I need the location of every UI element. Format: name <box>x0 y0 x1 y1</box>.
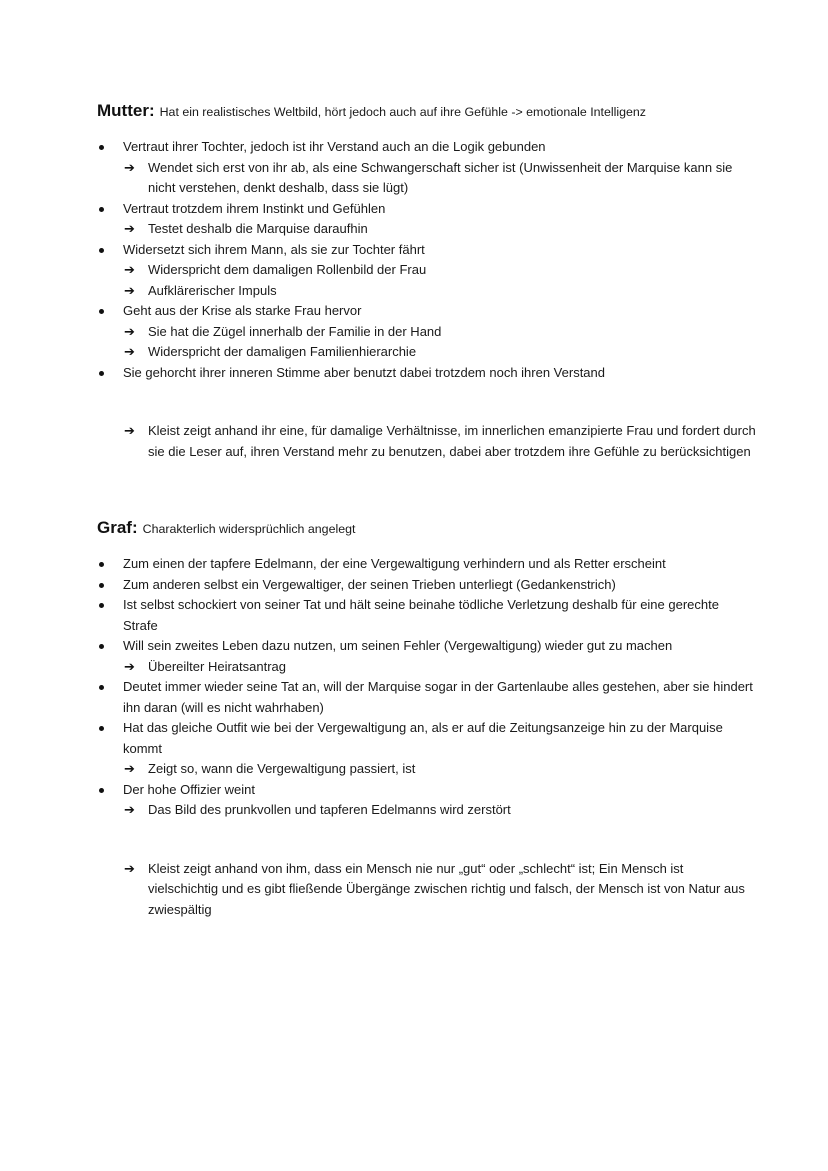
arrow-right-icon: ➔ <box>124 423 135 438</box>
arrow-item <box>97 158 757 199</box>
bullet-text: Sie gehorcht ihrer inneren Stimme aber benutzt dabei trotzdem noch ihren Verstand <box>123 364 605 380</box>
bullet-dot-icon <box>99 644 104 649</box>
conclusion-text: Kleist zeigt anhand von ihm, dass ein Mensch nie nur „gut“ oder „schlecht“ ist; Ein Mensch ist vielschichtig und es gibt fließende Übergänge zwischen richtig und falsch, der Mensch ist von Natur aus zwiespältig <box>148 860 745 917</box>
bullet-item <box>97 199 757 220</box>
arrow-right-icon: ➔ <box>124 221 135 236</box>
section-graf <box>97 518 757 920</box>
bullet-item <box>97 575 757 596</box>
arrow-item <box>97 342 757 363</box>
bullet-text: Deutet immer wieder seine Tat an, will der Marquise sogar in der Gartenlaube alles gestehen, aber sie hindert ihn daran (will es nicht wahrhaben) <box>123 679 753 715</box>
bullet-text: Zum anderen selbst ein Vergewaltiger, der seinen Trieben unterliegt (Gedankenstrich) <box>123 576 616 592</box>
bullet-text: Hat das gleiche Outfit wie bei der Vergewaltigung an, als er auf die Zeitungsanzeige hin zu der Marquise kommt <box>123 720 723 756</box>
bullet-item <box>97 780 757 801</box>
arrow-item <box>97 260 757 281</box>
conclusion-item <box>97 421 757 462</box>
section-title: Mutter: <box>97 101 155 120</box>
section-title: Graf: <box>97 518 138 537</box>
arrow-item <box>97 759 757 780</box>
arrow-item <box>97 322 757 343</box>
bullet-item <box>97 554 757 575</box>
bullet-text: Der hohe Offizier weint <box>123 781 255 797</box>
bullet-dot-icon <box>99 685 104 690</box>
arrow-item <box>97 281 757 302</box>
arrow-text: Sie hat die Zügel innerhalb der Familie in der Hand <box>148 323 442 339</box>
arrow-text: Das Bild des prunkvollen und tapferen Edelmanns wird zerstört <box>148 802 511 817</box>
arrow-right-icon: ➔ <box>124 761 135 776</box>
bullet-text: Widersetzt sich ihrem Mann, als sie zur Tochter fährt <box>123 241 425 257</box>
bullet-text: Ist selbst schockiert von seiner Tat und hält seine beinahe tödliche Verletzung deshalb für eine gerechte Strafe <box>123 597 719 633</box>
arrow-item <box>97 219 757 240</box>
section-heading <box>97 101 757 122</box>
bullet-item <box>97 677 757 718</box>
bullet-list <box>97 137 757 383</box>
bullet-text: Will sein zweites Leben dazu nutzen, um seinen Fehler (Vergewaltigung) wieder gut zu machen <box>123 638 673 653</box>
conclusion-item <box>97 859 757 921</box>
bullet-dot-icon <box>99 207 104 212</box>
arrow-text: Aufklärerischer Impuls <box>148 282 277 298</box>
bullet-text: Geht aus der Krise als starke Frau hervor <box>123 303 362 318</box>
bullet-item <box>97 718 757 759</box>
bullet-dot-icon <box>99 371 104 376</box>
bullet-text: Vertraut ihrer Tochter, jedoch ist ihr Verstand auch an die Logik gebunden <box>123 139 546 154</box>
bullet-item <box>97 363 757 384</box>
bullet-dot-icon <box>99 145 104 150</box>
arrow-right-icon: ➔ <box>124 860 135 876</box>
bullet-dot-icon <box>99 309 104 314</box>
arrow-right-icon: ➔ <box>124 282 135 298</box>
bullet-dot-icon <box>99 248 104 253</box>
conclusion <box>97 421 757 462</box>
section-heading <box>97 518 757 539</box>
bullet-text: Zum einen der tapfere Edelmann, der eine Vergewaltigung verhindern und als Retter erscheint <box>123 556 666 571</box>
arrow-right-icon: ➔ <box>124 159 135 175</box>
bullet-dot-icon <box>99 788 104 793</box>
bullet-dot-icon <box>99 726 104 731</box>
arrow-right-icon: ➔ <box>124 262 135 277</box>
section-description: Hat ein realistisches Weltbild, hört jedoch auch auf ihre Gefühle -> emotionale Intelligenz <box>159 105 646 119</box>
arrow-text: Übereilter Heiratsantrag <box>148 658 287 674</box>
bullet-dot-icon <box>99 562 104 567</box>
bullet-dot-icon <box>99 583 104 588</box>
arrow-text: Widerspricht dem damaligen Rollenbild der Frau <box>148 262 427 277</box>
bullet-dot-icon <box>99 603 104 608</box>
arrow-text: Testet deshalb die Marquise daraufhin <box>148 221 368 236</box>
bullet-item <box>97 301 757 322</box>
bullet-item <box>97 240 757 261</box>
conclusion <box>97 859 757 921</box>
arrow-text: Wendet sich erst von ihr ab, als eine Schwangerschaft sicher ist (Unwissenheit der Marquise kann sie nicht verstehen, denkt deshalb, dass sie lügt) <box>148 159 733 195</box>
bullet-list <box>97 554 757 821</box>
arrow-right-icon: ➔ <box>124 344 135 359</box>
arrow-text: Zeigt so, wann die Vergewaltigung passiert, ist <box>148 761 416 776</box>
bullet-item <box>97 636 757 657</box>
arrow-item <box>97 800 757 821</box>
section-mutter <box>97 101 757 462</box>
arrow-right-icon: ➔ <box>124 323 135 339</box>
arrow-right-icon: ➔ <box>124 802 135 817</box>
bullet-item <box>97 137 757 158</box>
arrow-right-icon: ➔ <box>124 658 135 674</box>
arrow-item <box>97 657 757 678</box>
bullet-text: Vertraut trotzdem ihrem Instinkt und Gefühlen <box>123 200 386 216</box>
arrow-text: Widerspricht der damaligen Familienhierarchie <box>148 344 417 359</box>
bullet-item <box>97 595 757 636</box>
conclusion-text: Kleist zeigt anhand ihr eine, für damalige Verhältnisse, im innerlichen emanzipierte Frau und fordert durch sie die Leser auf, ihren Verstand mehr zu benutzen, dabei aber trotzdem ihre Gefühle zu berücksichtigen <box>148 423 756 459</box>
section-description: Charakterlich widersprüchlich angelegt <box>142 522 356 536</box>
